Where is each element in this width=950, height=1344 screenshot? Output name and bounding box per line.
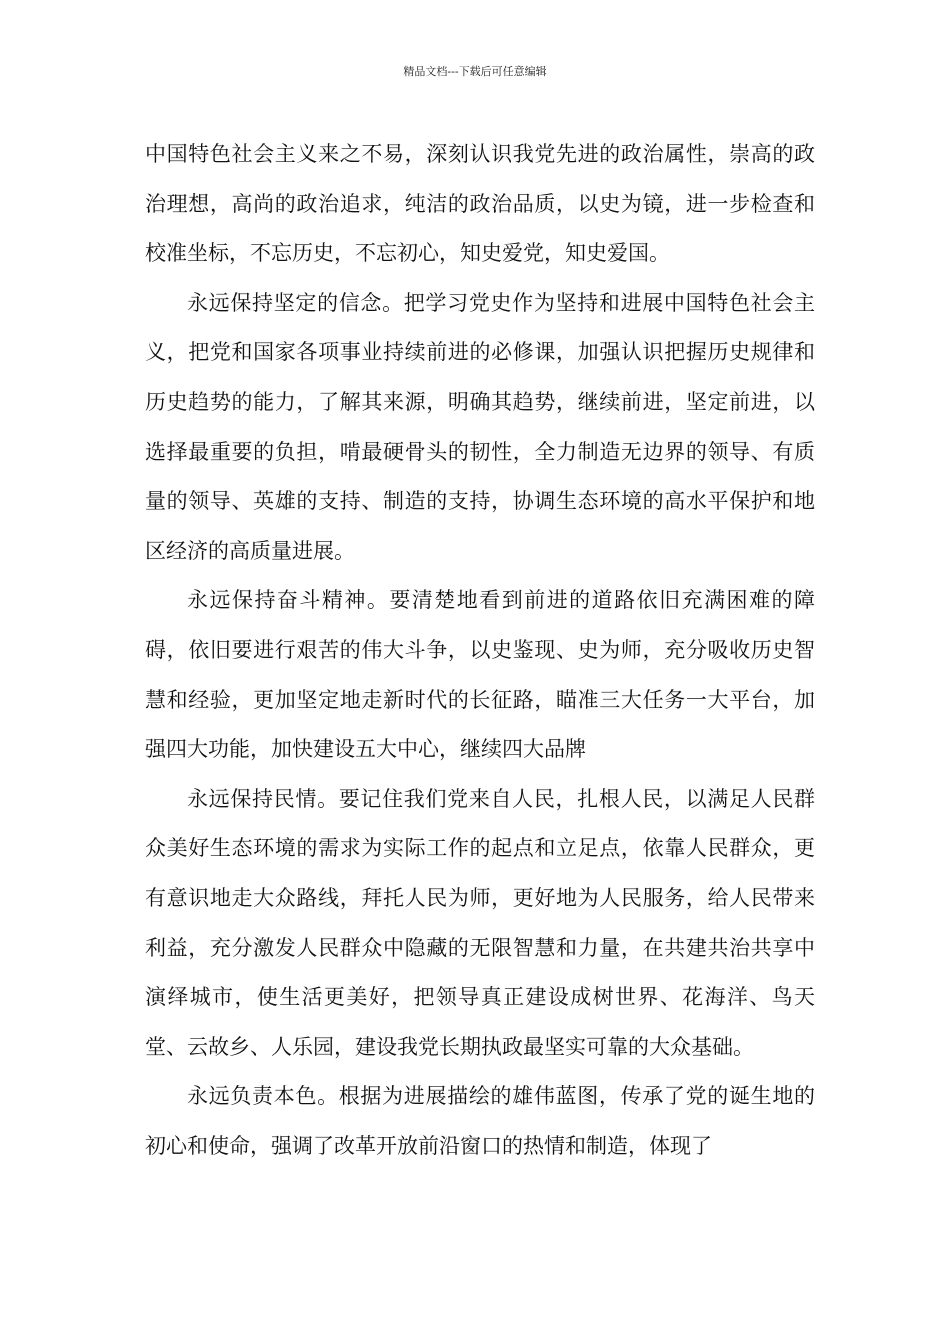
page-header: 精品文档---下载后可任意编辑 — [403, 65, 547, 78]
paragraph-1: 中国特色社会主义来之不易，深刻认识我党先进的政治属性，崇高的政治理想，高尚的政治追求，纯洁的政治品质，以史为镜，进一步检查和校准坐标，不忘历史，不忘初心，知史爱党，知史爱国。 — [145, 142, 815, 266]
document-body — [145, 130, 815, 1171]
paragraph-5: 永远负责本色。根据为进展描绘的雄伟蓝图，传承了党的诞生地的初心和使命，强调了改革开放前沿窗口的热情和制造，体现了 — [145, 1084, 815, 1158]
paragraph-2: 永远保持坚定的信念。把学习党史作为坚持和进展中国特色社会主义，把党和国家各项事业持续前进的必修课，加强认识把握历史规律和历史趋势的能力，了解其来源，明确其趋势，继续前进，坚定前进，以选择最重要的负担，啃最硬骨头的韧性，全力制造无边界的领导、有质量的领导、英雄的支持、制造的支持，协调生态环境的高水平保护和地区经济的高质量进展。 — [145, 290, 815, 563]
paragraph-4: 永远保持民情。要记住我们党来自人民，扎根人民，以满足人民群众美好生态环境的需求为实际工作的起点和立足点，依靠人民群众，更有意识地走大众路线，拜托人民为师，更好地为人民服务，给人民带来利益，充分激发人民群众中隐藏的无限智慧和力量，在共建共治共享中演绎城市，使生活更美好，把领导真正建设成树世界、花海洋、鸟天堂、云故乡、人乐园，建设我党长期执政最坚实可靠的大众基础。 — [145, 786, 815, 1059]
paragraph-3: 永远保持奋斗精神。要清楚地看到前进的道路依旧充满困难的障碍，依旧要进行艰苦的伟大斗争，以史鉴现、史为师，充分吸收历史智慧和经验，更加坚定地走新时代的长征路，瞄准三大任务一大平台，加强四大功能，加快建设五大中心，继续四大品牌 — [145, 588, 815, 762]
